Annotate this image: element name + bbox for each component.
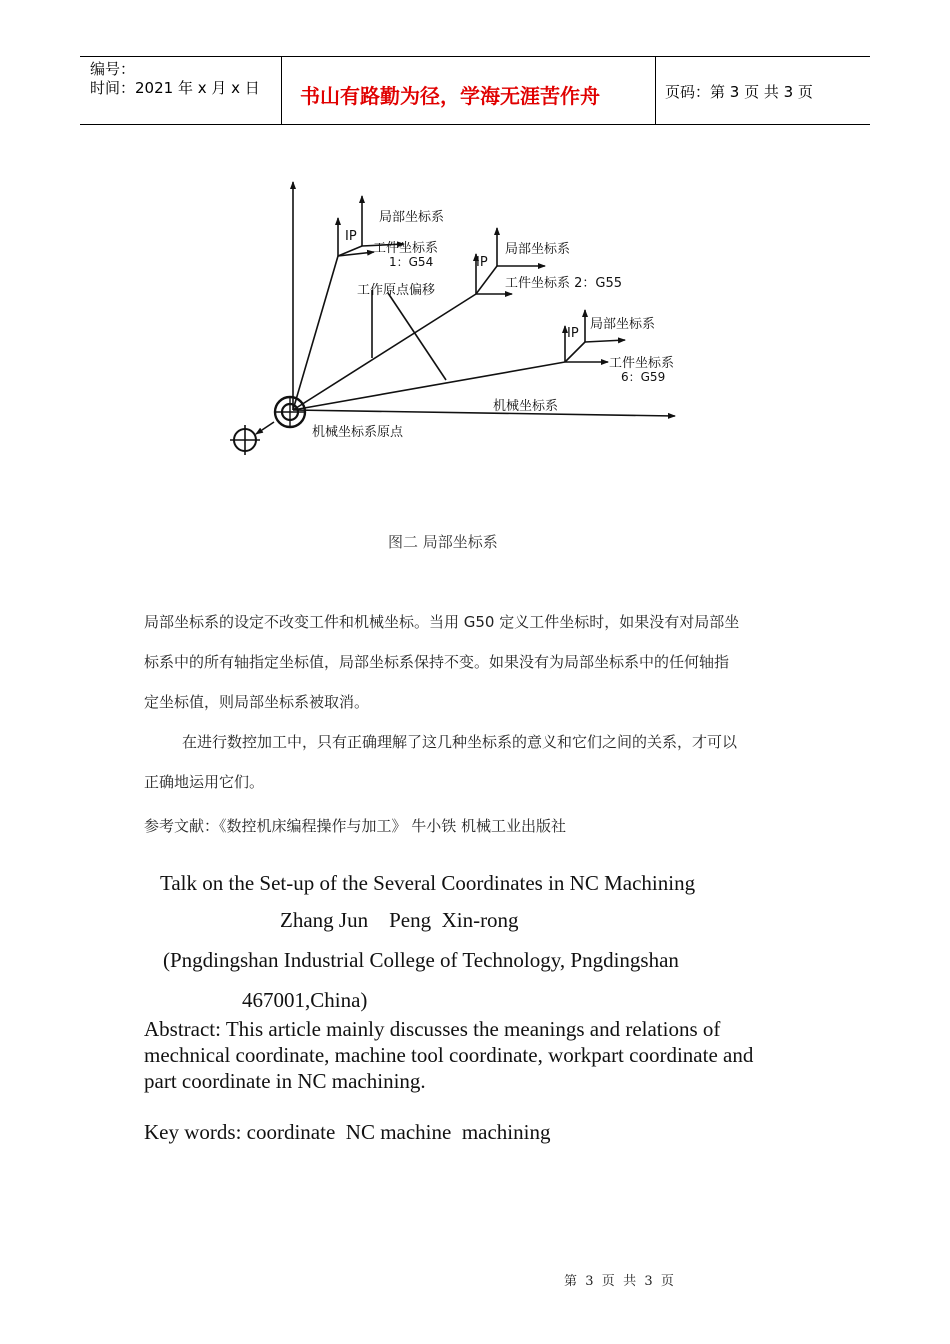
local3-x-axis — [585, 340, 625, 342]
ip3-link — [565, 342, 585, 362]
label-ip2: IP — [476, 255, 488, 270]
abstract-line1: Abstract: This article mainly discusses the meanings and relations of — [144, 1017, 721, 1041]
english-affiliation-line2: 467001,China) — [242, 988, 368, 1012]
label-work1b: 1：G54 — [389, 255, 434, 269]
reference: 参考文献：《数控机床编程操作与加工》 牛小铁 机械工业出版社 — [144, 817, 567, 835]
offset-line-g54 — [293, 256, 338, 410]
body-p2-line1: 在进行数控加工中，只有正确理解了这几种坐标系的意义和它们之间的关系，才可以 — [182, 733, 738, 751]
body-p1-line2: 标系中的所有轴指定坐标值，局部坐标系保持不变。如果没有为局部坐标系中的任何轴指 — [144, 653, 730, 671]
header-page-label: 页码：第 3 页 共 3 页 — [665, 83, 813, 101]
abstract-line3: part coordinate in NC machining. — [144, 1069, 426, 1093]
english-affiliation-line1: (Pngdingshan Industrial College of Technology, Pngdingshan — [163, 948, 679, 972]
label-ip1: IP — [345, 229, 357, 244]
label-local2: 局部坐标系 — [505, 242, 571, 257]
body-p1-line1: 局部坐标系的设定不改变工件和机械坐标。当用 G50 定义工件坐标时，如果没有对局部坐 — [144, 613, 740, 631]
label-work3b: 6：G59 — [621, 370, 666, 384]
abstract-line2: mechnical coordinate, machine tool coordinate, workpart coordinate and — [144, 1043, 754, 1067]
offset-leader-2 — [388, 293, 446, 380]
label-work3a: 工件坐标系 — [609, 356, 675, 371]
header-number-label: 编号： — [90, 60, 136, 78]
offset-line-g55 — [293, 294, 476, 410]
machine-x-axis — [293, 410, 675, 416]
label-origin: 机械坐标系原点 — [312, 425, 404, 440]
label-ip3: IP — [567, 326, 579, 341]
label-local3: 局部坐标系 — [590, 317, 656, 332]
keywords: Key words: coordinate NC machine machining — [144, 1120, 551, 1144]
english-authors: Zhang Jun Peng Xin-rong — [280, 908, 519, 932]
header-time-label: 时间：2021 年 x 月 x 日 — [90, 79, 260, 97]
label-offset: 工作原点偏移 — [357, 283, 436, 298]
body-p2-line2: 正确地运用它们。 — [144, 773, 265, 791]
label-work2: 工件坐标系 2：G55 — [505, 276, 623, 291]
coordinate-diagram — [0, 0, 950, 470]
header-motto: 书山有路勤为径，学海无涯苦作舟 — [300, 84, 600, 108]
body-p1-line3: 定坐标值，则局部坐标系被取消。 — [144, 693, 370, 711]
footer-page-number: 第 3 页 共 3 页 — [564, 1274, 674, 1289]
english-title: Talk on the Set-up of the Several Coordinates in NC Machining — [160, 871, 696, 895]
label-work1a: 工件坐标系 — [373, 241, 439, 256]
ip2-link — [476, 266, 497, 294]
figure-caption: 图二 局部坐标系 — [388, 533, 498, 551]
label-local1: 局部坐标系 — [379, 210, 445, 225]
label-machine: 机械坐标系 — [493, 399, 559, 414]
